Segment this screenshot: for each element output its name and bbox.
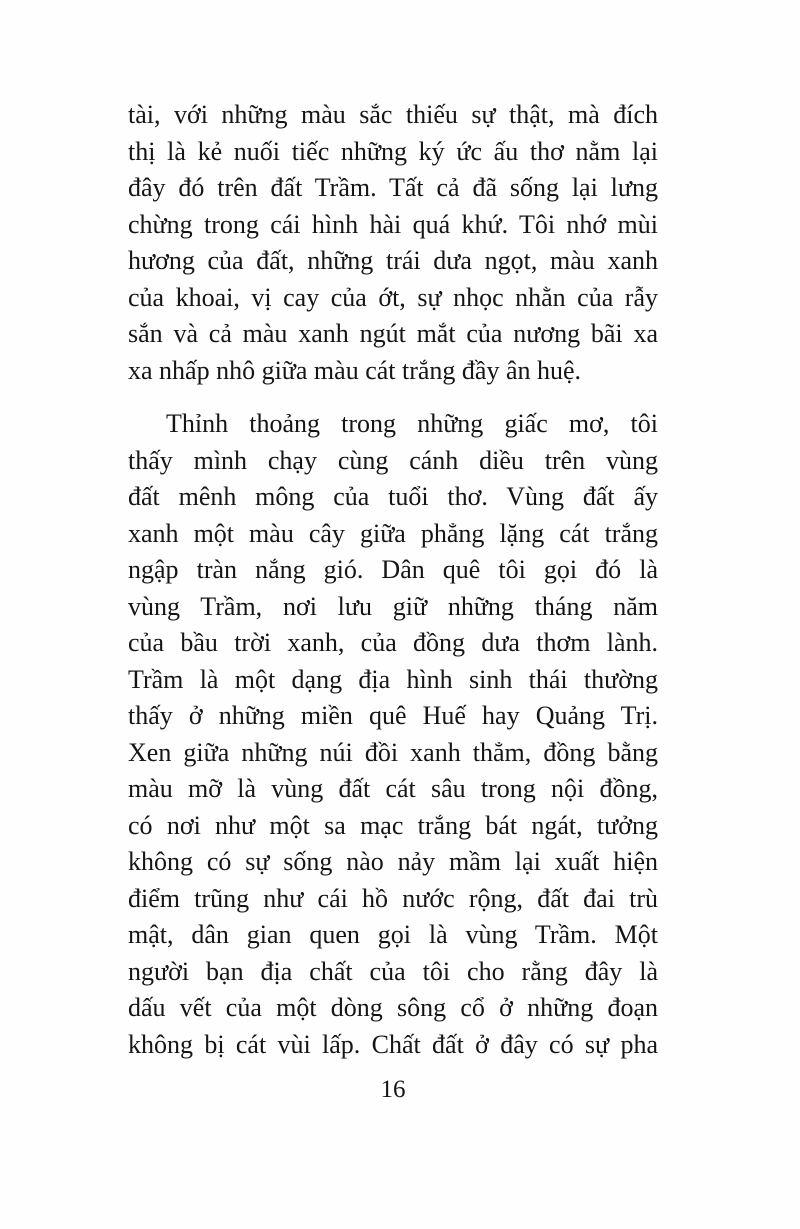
text-line: Trầm là một dạng địa hình sinh thái thường [128,664,658,694]
text-line: của bầu trời xanh, của đồng dưa thơm lành. [128,628,658,657]
paragraph [128,97,658,389]
text-line: người bạn địa chất của tôi cho rằng đây là [128,956,658,986]
page-number: 16 [380,1076,406,1103]
text-line: không có sự sống nào nảy mầm lại xuất hiện [128,847,658,876]
text-line: Thỉnh thoảng trong những giấc mơ, tôi [166,409,658,438]
text-line: chừng trong cái hình hài quá khứ. Tôi nhớ mùi [128,209,658,239]
text-line: đây đó trên đất Trầm. Tất cả đã sống lại lưng [128,173,658,202]
text-line: đất mênh mông của tuổi thơ. Vùng đất ấy [128,482,658,511]
text-line: dấu vết của một dòng sông cổ ở những đoạn [128,993,658,1022]
text-line: xanh một màu cây giữa phẳng lặng cát trắng [128,518,658,548]
text-line: màu mỡ là vùng đất cát sâu trong nội đồng, [128,774,658,803]
text-line: ngập tràn nắng gió. Dân quê tôi gọi đó là [128,555,658,584]
text-line: sắn và cả màu xanh ngút mắt của nương bãi xa [128,319,658,348]
text-line: điểm trũng như cái hồ nước rộng, đất đai trù [128,883,658,913]
text-line: xa nhấp nhô giữa màu cát trắng đầy ân huệ. [128,355,582,385]
text-line: của khoai, vị cay của ớt, sự nhọc nhằn của rẫy [128,282,658,312]
text-line: không bị cát vùi lấp. Chất đất ở đây có sự pha [128,1029,658,1059]
text-line: Xen giữa những núi đồi xanh thẳm, đồng bằng [128,737,658,767]
text-line: thị là kẻ nuối tiếc những ký ức ấu thơ nằm lại [128,136,658,166]
text-line: hương của đất, những trái dưa ngọt, màu xanh [128,246,658,275]
text-line: có nơi như một sa mạc trắng bát ngát, tưởng [128,810,658,840]
body-text [128,97,658,1063]
text-line: thấy mình chạy cùng cánh diều trên vùng [128,445,658,475]
text-line: thấy ở những miền quê Huế hay Quảng Trị. [128,701,658,730]
text-line: tài, với những màu sắc thiếu sự thật, mà đích [128,100,658,129]
text-line: vùng Trầm, nơi lưu giữ những tháng năm [128,591,658,621]
paragraph [128,406,658,1063]
text-line: mật, dân gian quen gọi là vùng Trầm. Một [128,920,658,949]
